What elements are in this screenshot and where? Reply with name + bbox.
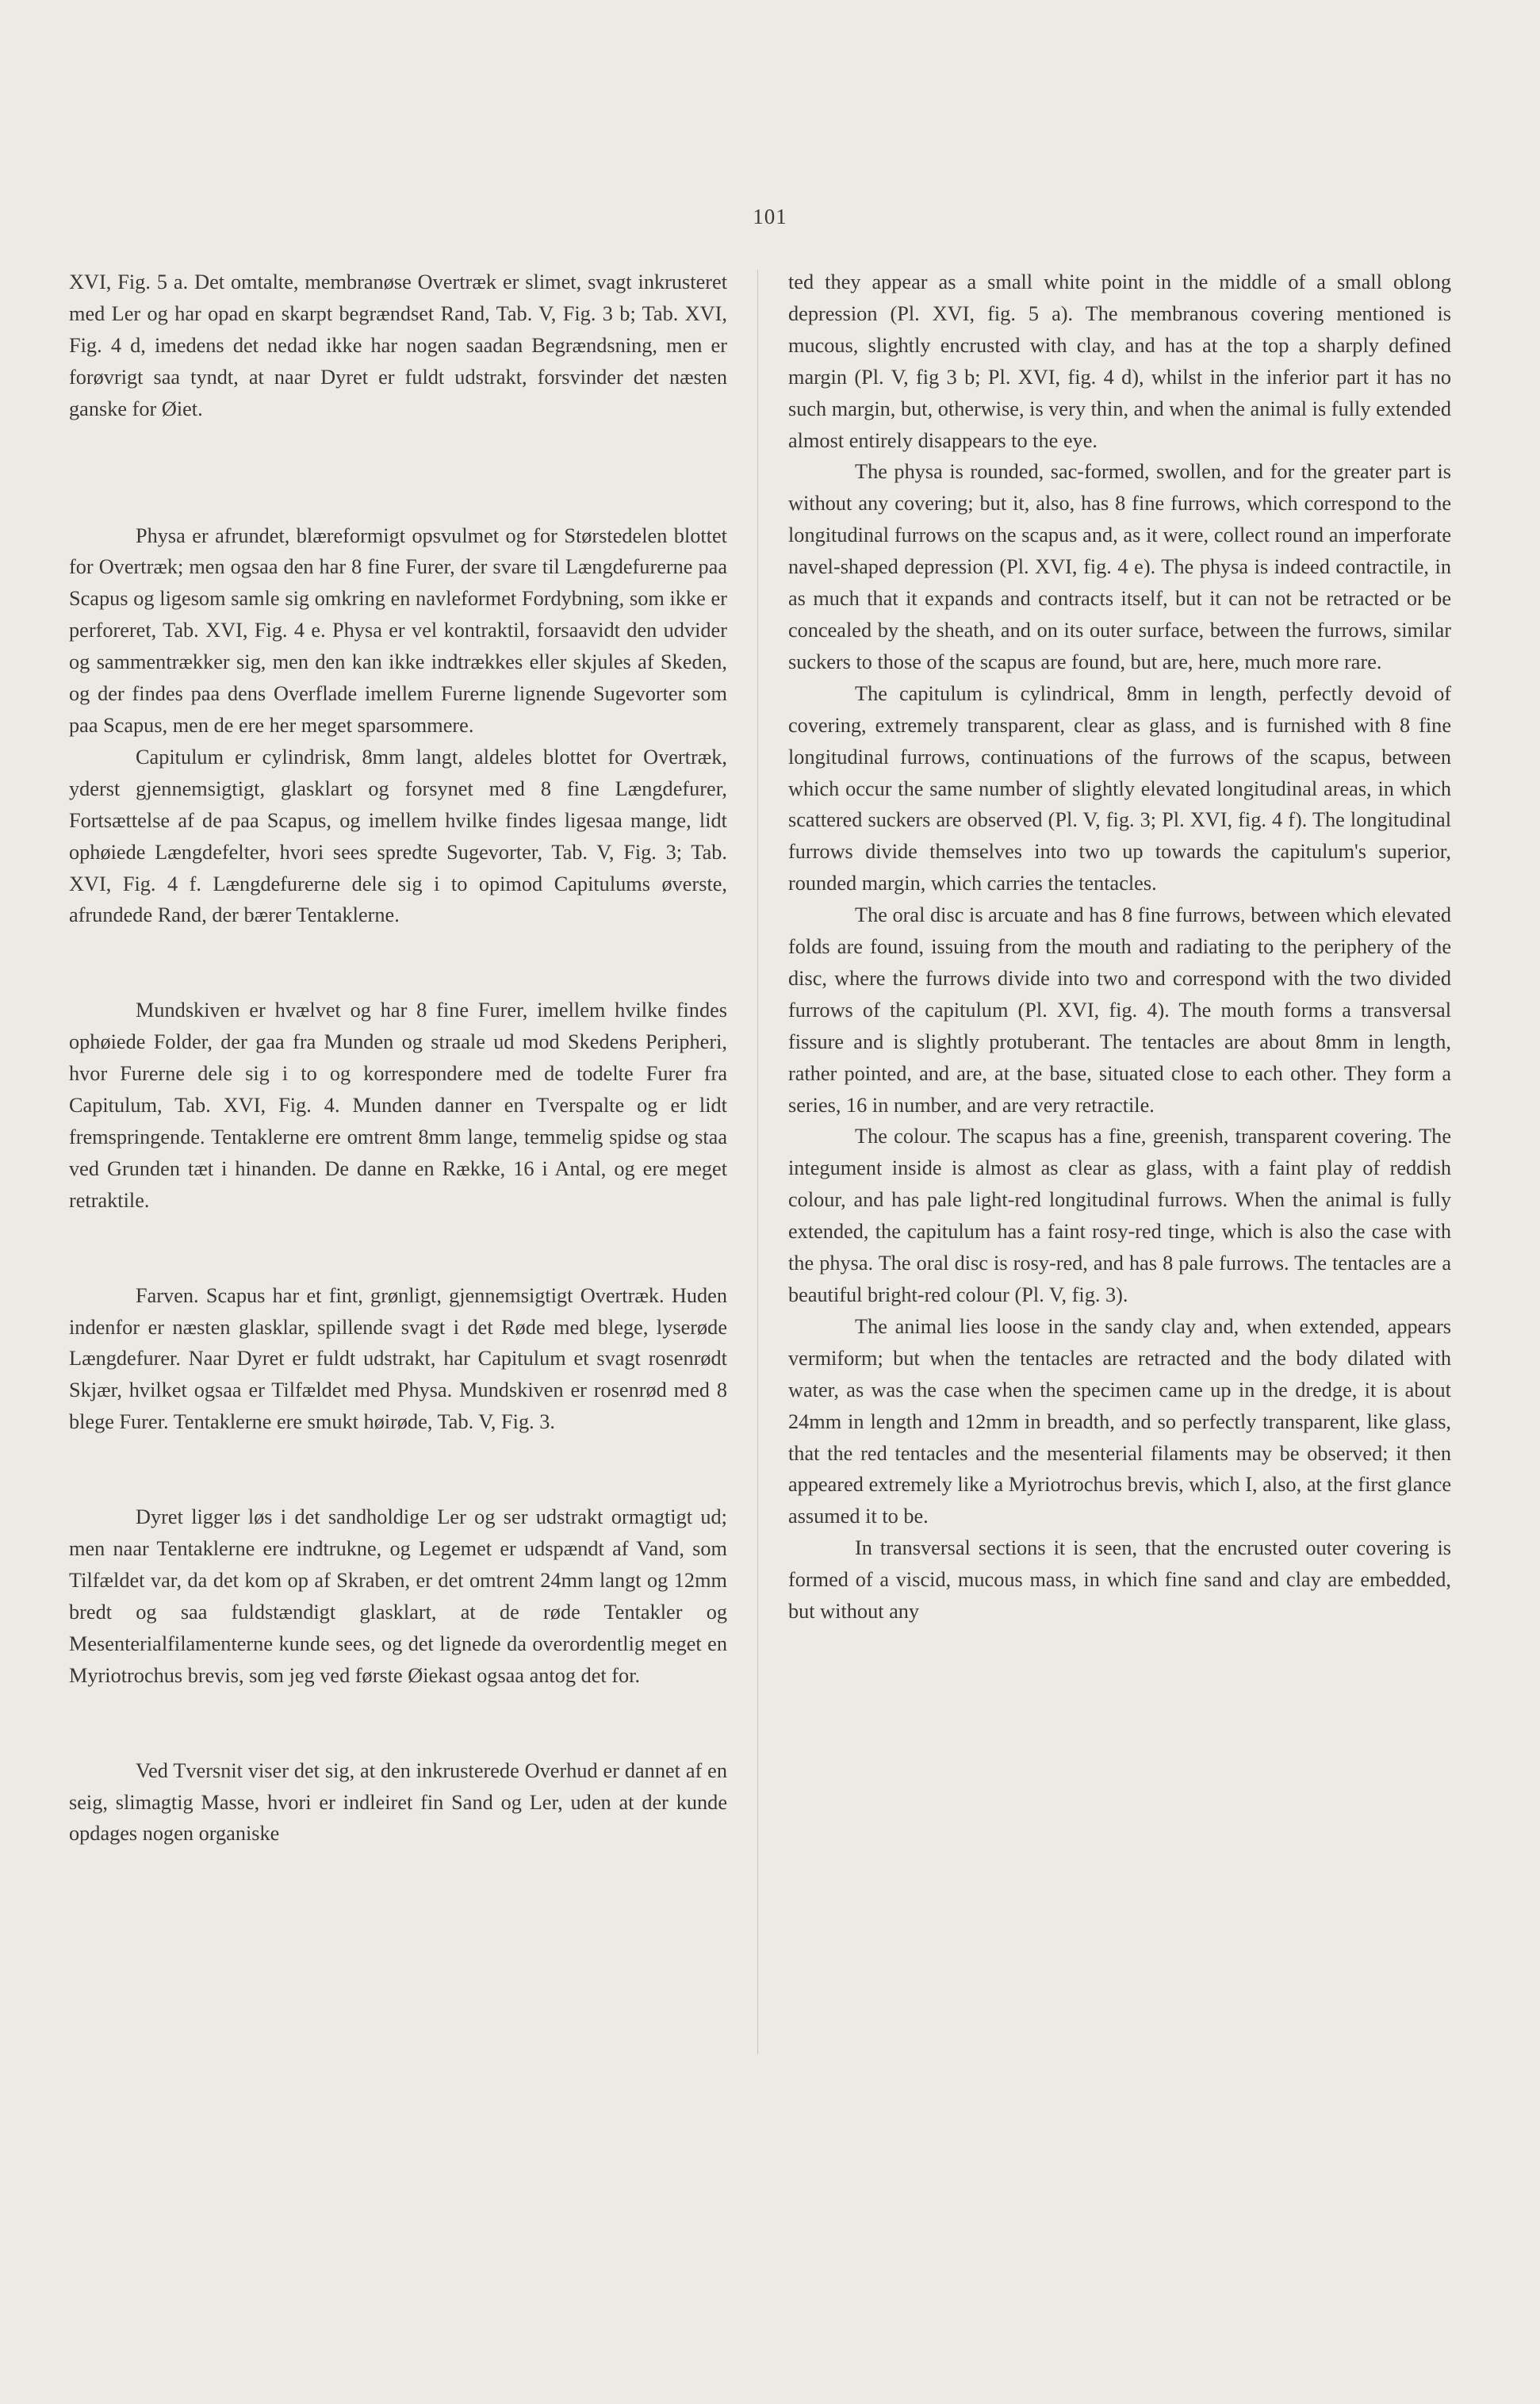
paragraph-mundskiven: Mundskiven er hvælvet og har 8 fine Furer, imellem hvilke findes ophøiede Folder, der gaa fra Munden og straale ud mod Skedens Peripheri, hvor Furerne dele sig i to og korrespondere med de todelte Furer fra Capitulum, Tab. XVI, Fig. 4. Munden danner en Tverspalte og er lidt fremspringende. Tentaklerne ere omtrent 8mm lange, temmelig spidse og staa ved Grunden tæt i hinanden. De danne en Række, 16 i Antal, og ere meget retraktile. bbox=[69, 999, 727, 1212]
left-column-danish bbox=[69, 266, 727, 1850]
paragraph-physa-en: The physa is rounded, sac-formed, swollen, and for the greater part is without any covering; but it, also, has 8 fine furrows, which correspond to the longitudinal furrows on the scapus and, as it were, collect round an imperforate navel-shaped depression (Pl. XVI, fig. 4 e). The physa is indeed contractile, in as much that it expands and contracts itself, but it can not be retracted or be concealed by the sheath, and on its outer surface, between the furrows, similar suckers to those of the scapus are found, but are, here, much more rare. bbox=[788, 460, 1451, 673]
right-column-english bbox=[788, 266, 1451, 1628]
paragraph-farven: Farven. Scapus har et fint, grønligt, gjennemsigtigt Overtræk. Huden indenfor er næsten glasklar, spillende svagt i det Røde med blege, lyserøde Længdefurer. Naar Dyret er fuldt udstrakt, har Capitulum et svagt rosenrødt Skjær, hvilket ogsaa er Tilfældet med Physa. Mundskiven er rosenrød med 8 blege Furer. Tentaklerne ere smukt høirøde, Tab. V, Fig. 3. bbox=[69, 1283, 727, 1434]
paragraph-animal: The animal lies loose in the sandy clay and, when extended, appears vermiform; but when the tentacles are retracted and the body dilated with water, as was the case when the specimen came up in the dredge, it is about 24mm in length and 12mm in breadth, and so perfectly transparent, like glass, that the red tentacles and the mesenterial filaments may be observed; it then appeared extremely like a Myriotrochus brevis, which I, also, at the first glance assumed it to be. bbox=[788, 1314, 1451, 1528]
paragraph-overtraek: XVI, Fig. 5 a. Det omtalte, membranøse Overtræk er slimet, svagt inkrusteret med Ler og har opad en skarpt begrændset Rand, Tab. V, Fig. 3 b; Tab. XVI, Fig. 4 d, imedens det nedad ikke har nogen saadan Begrændsning, men er forøvrigt saa tyndt, at naar Dyret er fuldt udstrakt, forsvinder det næsten ganske for Øiet. bbox=[69, 270, 727, 420]
paragraph-sections: In transversal sections it is seen, that the encrusted outer covering is formed of a viscid, mucous mass, in which fine sand and clay are embedded, but without any bbox=[788, 1536, 1451, 1624]
paragraph-oral-disc: The oral disc is arcuate and has 8 fine furrows, between which elevated folds are found, issuing from the mouth and radiating to the periphery of the disc, where the furrows divide into two and correspond with the two divided furrows of the capitulum (Pl. XVI, fig. 4). The mouth forms a transversal fissure and is slightly protuberant. The tentacles are about 8mm in length, rather pointed, and are, at the base, situated close to each other. They form a series, 16 in number, and are very retractile. bbox=[788, 903, 1451, 1117]
paragraph-physa: Physa er afrundet, blæreformigt opsvulmet og for Størstedelen blottet for Overtræk; men ogsaa den har 8 fine Furer, der svare til Længdefurerne paa Scapus og ligesom samle sig omkring en navleformet Fordybning, som ikke er perforeret, Tab. XVI, Fig. 4 e. Physa er vel kontraktil, forsaavidt den udvider og sammentrækker sig, men den kan ikke indtrækkes eller skjules af Skeden, og der findes paa dens Overflade imellem Furerne lignende Sugevorter som paa Scapus, men de ere her meget sparsommere. bbox=[69, 523, 727, 737]
paragraph-covering: ted they appear as a small white point in the middle of a small oblong depression (Pl. XVI, fig. 5 a). The membranous covering mentioned is mucous, slightly encrusted with clay, and has at the top a sharply defined margin (Pl. V, fig 3 b; Pl. XVI, fig. 4 d), whilst in the inferior part it has no such margin, but, otherwise, is very thin, and when the animal is fully extended almost entirely disappears to the eye. bbox=[788, 270, 1451, 452]
paragraph-tversnit: Ved Tversnit viser det sig, at den inkrusterede Overhud er dannet af en seig, slimagtig Masse, hvori er indleiret fin Sand og Ler, uden at der kunde opdages nogen organiske bbox=[69, 1758, 727, 1846]
page-number: 101 bbox=[753, 205, 787, 228]
column-divider bbox=[757, 270, 758, 2054]
paragraph-colour: The colour. The scapus has a fine, greenish, transparent covering. The integument inside is almost as clear as glass, with a faint play of reddish colour, and has pale light-red longitudinal furrows. When the animal is fully extended, the capitulum has a faint rosy-red tinge, which is also the case with the physa. The oral disc is rosy-red, and has 8 pale furrows. The tentacles are a beautiful bright-red colour (Pl. V, fig. 3). bbox=[788, 1125, 1451, 1306]
paragraph-dyret: Dyret ligger løs i det sandholdige Ler og ser udstrakt ormagtigt ud; men naar Tentaklerne ere indtrukne, og Legemet er udspændt af Vand, som Tilfældet var, da det kom op af Skraben, er det omtrent 24mm langt og 12mm bredt og saa fuldstændigt glasklart, at de røde Tentakler og Mesenterialfilamenterne kunde sees, og det lignede da overordentlig meget en Myriotrochus brevis, som jeg ved første Øiekast ogsaa antog det for. bbox=[69, 1505, 727, 1687]
paragraph-capitulum: Capitulum er cylindrisk, 8mm langt, aldeles blottet for Overtræk, yderst gjennemsigtigt, glasklart og forsynet med 8 fine Længdefurer, Fortsættelse af de paa Scapus, og imellem hvilke findes ligesaa mange, lidt ophøiede Længdefelter, hvori sees spredte Sugevorter, Tab. V, Fig. 3; Tab. XVI, Fig. 4 f. Længdefurerne dele sig i to opimod Capitulums øverste, afrundede Rand, der bærer Tentaklerne. bbox=[69, 745, 727, 927]
paragraph-capitulum-en: The capitulum is cylindrical, 8mm in length, perfectly devoid of covering, extremely transparent, clear as glass, and is furnished with 8 fine longitudinal furrows, continuations of the furrows of the scapus, between which occur the same number of slightly elevated longitudinal areas, in which scattered suckers are observed (Pl. V, fig. 3; Pl. XVI, fig. 4 f). The longitudinal furrows divide themselves into two up towards the capitulum's superior, rounded margin, which carries the tentacles. bbox=[788, 681, 1451, 895]
